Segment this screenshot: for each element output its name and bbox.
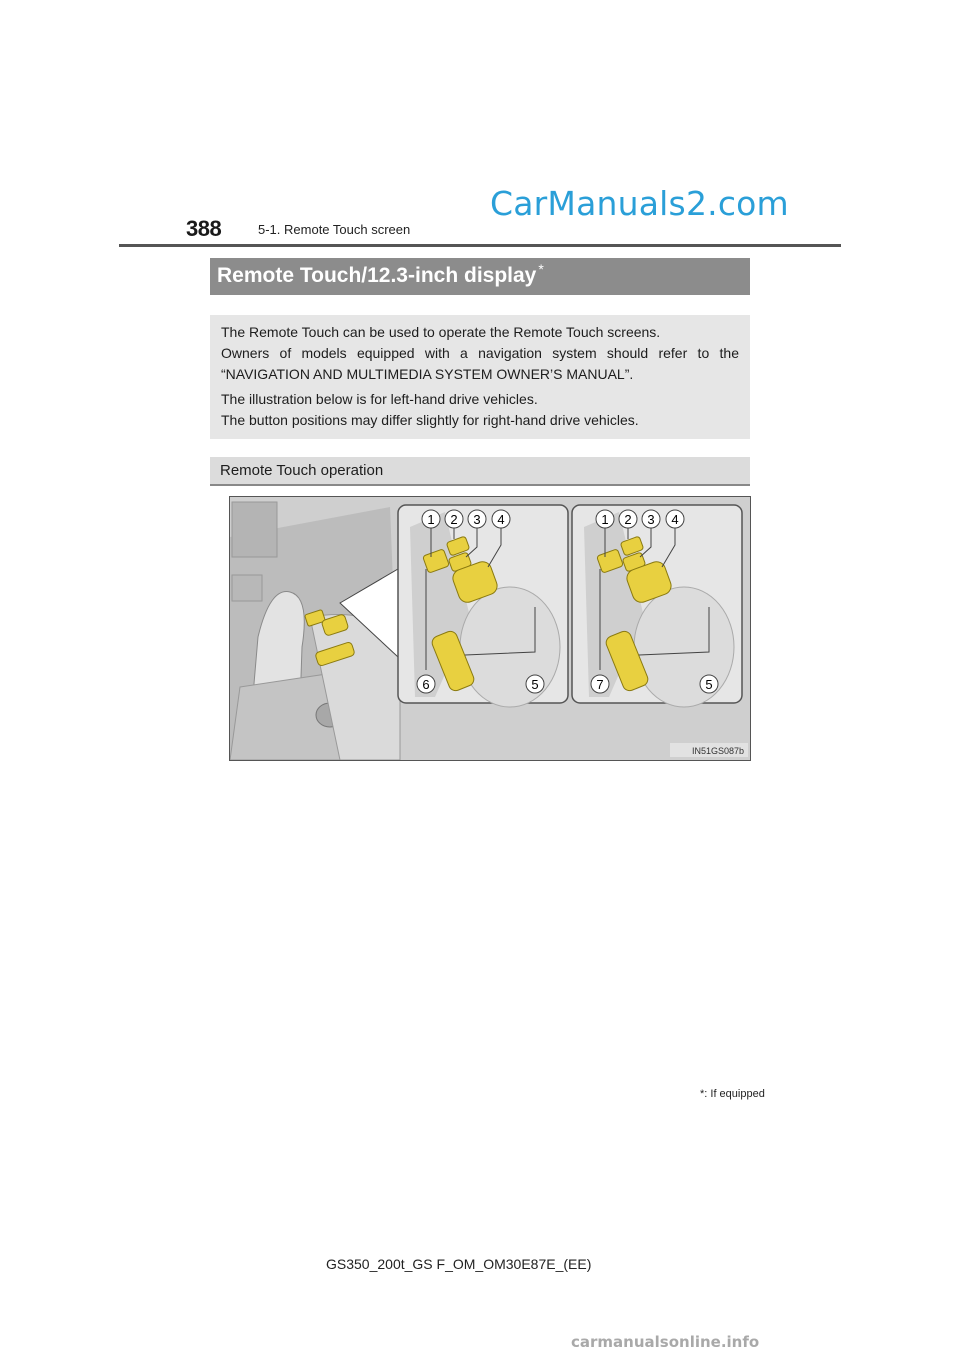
left-callout-5: 5	[531, 677, 539, 692]
page-number: 388	[186, 216, 222, 241]
intro-line: The Remote Touch can be used to operate the Remote Touch screens.	[221, 324, 661, 340]
page-title-text: Remote Touch/12.3-inch display	[217, 264, 537, 287]
right-callout-2: 2	[624, 512, 632, 527]
footnote: *: If equipped	[700, 1088, 765, 1100]
intro-line: The illustration below is for left-hand drive vehicles.	[221, 391, 538, 407]
right-callout-5: 5	[705, 677, 713, 692]
breadcrumb: 5-1. Remote Touch screen	[258, 222, 411, 237]
header-divider	[119, 244, 841, 247]
watermark-link[interactable]: CarManuals2.com	[490, 184, 789, 223]
illustration-svg	[230, 497, 750, 760]
left-callout-2: 2	[450, 512, 458, 527]
section-title-bar	[210, 258, 750, 295]
remote-touch-illustration	[229, 496, 751, 761]
climate-panel	[232, 502, 277, 557]
footer-document-code: GS350_200t_GS F_OM_OM30E87E_(EE)	[326, 1256, 592, 1272]
left-inset-armrest	[460, 587, 560, 707]
left-callout-3: 3	[473, 512, 481, 527]
right-inset	[572, 505, 742, 707]
right-callout-7: 7	[596, 677, 604, 692]
right-inset-armrest	[634, 587, 734, 707]
intro-box	[210, 315, 750, 439]
subsection-bar	[210, 457, 750, 486]
hazard-panel	[232, 575, 262, 601]
intro-line: The button positions may differ slightly for right-hand drive vehicles.	[221, 412, 639, 428]
subsection-title: Remote Touch operation	[220, 462, 384, 479]
right-callout-4: 4	[671, 512, 679, 527]
left-callout-6: 6	[422, 677, 430, 692]
intro-line: Owners of models equipped with a navigation system should refer to the	[221, 345, 739, 361]
page-title	[217, 261, 544, 288]
footer-watermark-link[interactable]: carmanualsonline.info	[571, 1333, 760, 1351]
figure-code: IN51GS087b	[691, 746, 744, 756]
intro-line: “NAVIGATION AND MULTIMEDIA SYSTEM OWNER’S MANUAL”.	[221, 366, 634, 382]
left-inset	[398, 505, 568, 707]
left-callout-1: 1	[427, 512, 435, 527]
equipment-asterisk: *	[538, 261, 544, 277]
right-callout-1: 1	[601, 512, 609, 527]
left-callout-4: 4	[497, 512, 505, 527]
right-callout-3: 3	[647, 512, 655, 527]
